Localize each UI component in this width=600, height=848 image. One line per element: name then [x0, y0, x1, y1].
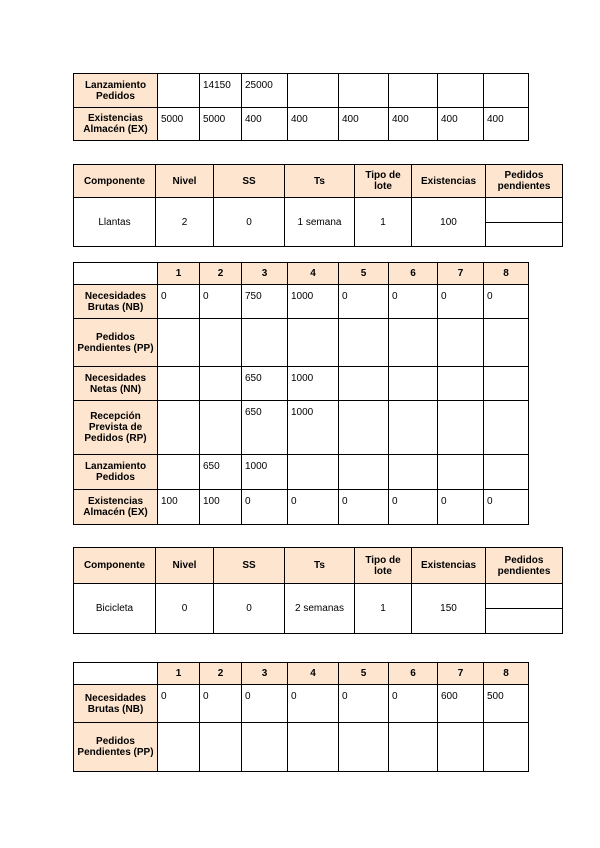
value-pedidos-pendientes — [486, 198, 563, 247]
period-header: 7 — [438, 663, 484, 685]
row-label: Existencias Almacén (EX) — [74, 490, 158, 525]
mrp-table-llantas — [73, 262, 529, 525]
table-cell: 25000 — [242, 74, 288, 108]
row-label: Pedidos Pendientes (PP) — [74, 723, 158, 772]
value-ts: 2 semanas — [285, 584, 355, 634]
table-row — [74, 685, 529, 723]
component-table-bicicleta — [73, 547, 563, 634]
table-cell: 0 — [288, 685, 339, 723]
header-pedidos-pendientes: Pedidos pendientes — [486, 548, 563, 584]
value-tipo-lote: 1 — [355, 584, 412, 634]
table-cell: 650 — [242, 367, 288, 401]
table-row — [74, 108, 529, 141]
table-cell: 5000 — [158, 108, 200, 141]
table-cell — [339, 367, 389, 401]
header-ss: SS — [214, 165, 285, 198]
table-cell — [158, 723, 200, 772]
row-label: Lanzamiento Pedidos — [74, 74, 158, 108]
header-existencias: Existencias — [412, 165, 486, 198]
table-cell: 0 — [438, 285, 484, 319]
table-cell: 5000 — [200, 108, 242, 141]
table-cell — [389, 319, 438, 367]
table-cell — [158, 74, 200, 108]
header-tipo-lote: Tipo de lote — [355, 165, 412, 198]
value-existencias: 150 — [412, 584, 486, 634]
period-header: 8 — [484, 663, 529, 685]
table-row — [74, 74, 529, 108]
table-row — [74, 367, 529, 401]
table-cell — [158, 319, 200, 367]
table-row — [74, 319, 529, 367]
table-cell: 0 — [242, 685, 288, 723]
table-cell — [339, 319, 389, 367]
table-cell: 0 — [484, 285, 529, 319]
period-header: 6 — [389, 263, 438, 285]
header-ss: SS — [214, 548, 285, 584]
period-header: 3 — [242, 663, 288, 685]
table-cell: 1000 — [242, 455, 288, 490]
table-cell — [484, 367, 529, 401]
period-header: 3 — [242, 263, 288, 285]
period-header: 4 — [288, 263, 339, 285]
row-label: Necesidades Brutas (NB) — [74, 685, 158, 723]
row-label: Necesidades Brutas (NB) — [74, 285, 158, 319]
table-cell: 1000 — [288, 285, 339, 319]
value-nivel: 0 — [156, 584, 214, 634]
table-cell — [339, 74, 389, 108]
table-cell: 1000 — [288, 401, 339, 455]
row-label: Lanzamiento Pedidos — [74, 455, 158, 490]
table-cell: 0 — [389, 685, 438, 723]
table-cell: 0 — [339, 285, 389, 319]
table-cell: 0 — [200, 685, 242, 723]
table-cell: 0 — [438, 490, 484, 525]
table-cell — [389, 401, 438, 455]
table-cell: 0 — [389, 285, 438, 319]
table-cell: 14150 — [200, 74, 242, 108]
table-cell — [158, 455, 200, 490]
table-cell: 600 — [438, 685, 484, 723]
table-cell — [158, 401, 200, 455]
period-header: 4 — [288, 663, 339, 685]
mrp-table-bicicleta — [73, 662, 529, 772]
table-cell — [484, 455, 529, 490]
header-existencias: Existencias — [412, 548, 486, 584]
mrp-table-top — [73, 73, 529, 141]
period-header: 1 — [158, 663, 200, 685]
table-cell — [484, 723, 529, 772]
table-cell: 0 — [484, 490, 529, 525]
table-cell — [288, 723, 339, 772]
table-cell: 100 — [200, 490, 242, 525]
table-cell — [484, 74, 529, 108]
table-cell — [288, 455, 339, 490]
table-row — [74, 455, 529, 490]
table-cell: 0 — [242, 490, 288, 525]
table-cell: 750 — [242, 285, 288, 319]
table-cell — [200, 319, 242, 367]
table-cell: 650 — [200, 455, 242, 490]
value-tipo-lote: 1 — [355, 198, 412, 247]
table-cell — [339, 401, 389, 455]
table-cell — [438, 455, 484, 490]
value-componente: Llantas — [74, 198, 156, 247]
value-existencias: 100 — [412, 198, 486, 247]
table-cell: 400 — [484, 108, 529, 141]
period-header: 5 — [339, 663, 389, 685]
period-header-row — [74, 663, 529, 685]
header-corner — [74, 663, 158, 685]
period-header: 2 — [200, 663, 242, 685]
period-header: 6 — [389, 663, 438, 685]
header-componente: Componente — [74, 165, 156, 198]
table-cell: 400 — [242, 108, 288, 141]
row-label: Existencias Almacén (EX) — [74, 108, 158, 141]
header-componente: Componente — [74, 548, 156, 584]
table-cell — [288, 74, 339, 108]
value-componente: Bicicleta — [74, 584, 156, 634]
table-cell — [484, 319, 529, 367]
table-cell — [242, 319, 288, 367]
period-header: 1 — [158, 263, 200, 285]
value-ss: 0 — [214, 198, 285, 247]
table-row — [74, 490, 529, 525]
header-pedidos-pendientes: Pedidos pendientes — [486, 165, 563, 198]
table-cell — [389, 723, 438, 772]
table-cell: 400 — [438, 108, 484, 141]
row-label: Necesidades Netas (NN) — [74, 367, 158, 401]
value-ss: 0 — [214, 584, 285, 634]
header-ts: Ts — [285, 548, 355, 584]
table-cell: 400 — [288, 108, 339, 141]
table-cell — [484, 401, 529, 455]
value-ts: 1 semana — [285, 198, 355, 247]
table-cell — [200, 401, 242, 455]
value-nivel: 2 — [156, 198, 214, 247]
table-cell: 0 — [389, 490, 438, 525]
table-cell: 500 — [484, 685, 529, 723]
table-cell: 650 — [242, 401, 288, 455]
table-cell — [389, 455, 438, 490]
period-header: 7 — [438, 263, 484, 285]
table-row — [74, 285, 529, 319]
table-cell — [339, 455, 389, 490]
table-cell: 100 — [158, 490, 200, 525]
table-cell: 0 — [158, 285, 200, 319]
header-ts: Ts — [285, 165, 355, 198]
table-cell — [288, 319, 339, 367]
table-cell — [438, 723, 484, 772]
table-cell: 400 — [339, 108, 389, 141]
component-table-llantas — [73, 164, 563, 247]
table-cell: 1000 — [288, 367, 339, 401]
header-corner — [74, 263, 158, 285]
table-cell — [438, 367, 484, 401]
table-cell — [438, 319, 484, 367]
value-pedidos-pendientes — [486, 584, 563, 634]
table-row — [74, 723, 529, 772]
table-cell: 400 — [389, 108, 438, 141]
period-header: 8 — [484, 263, 529, 285]
table-cell — [389, 74, 438, 108]
table-cell — [242, 723, 288, 772]
table-cell: 0 — [158, 685, 200, 723]
table-cell — [389, 367, 438, 401]
table-cell — [438, 74, 484, 108]
table-cell: 0 — [339, 490, 389, 525]
table-cell: 0 — [200, 285, 242, 319]
table-cell — [200, 723, 242, 772]
header-tipo-lote: Tipo de lote — [355, 548, 412, 584]
table-cell: 0 — [339, 685, 389, 723]
table-cell — [200, 367, 242, 401]
row-label: Recepción Prevista de Pedidos (RP) — [74, 401, 158, 455]
header-nivel: Nivel — [156, 548, 214, 584]
period-header: 2 — [200, 263, 242, 285]
table-cell — [438, 401, 484, 455]
table-cell: 0 — [288, 490, 339, 525]
row-label: Pedidos Pendientes (PP) — [74, 319, 158, 367]
period-header: 5 — [339, 263, 389, 285]
table-cell — [158, 367, 200, 401]
table-row — [74, 401, 529, 455]
header-nivel: Nivel — [156, 165, 214, 198]
table-cell — [339, 723, 389, 772]
period-header-row — [74, 263, 529, 285]
